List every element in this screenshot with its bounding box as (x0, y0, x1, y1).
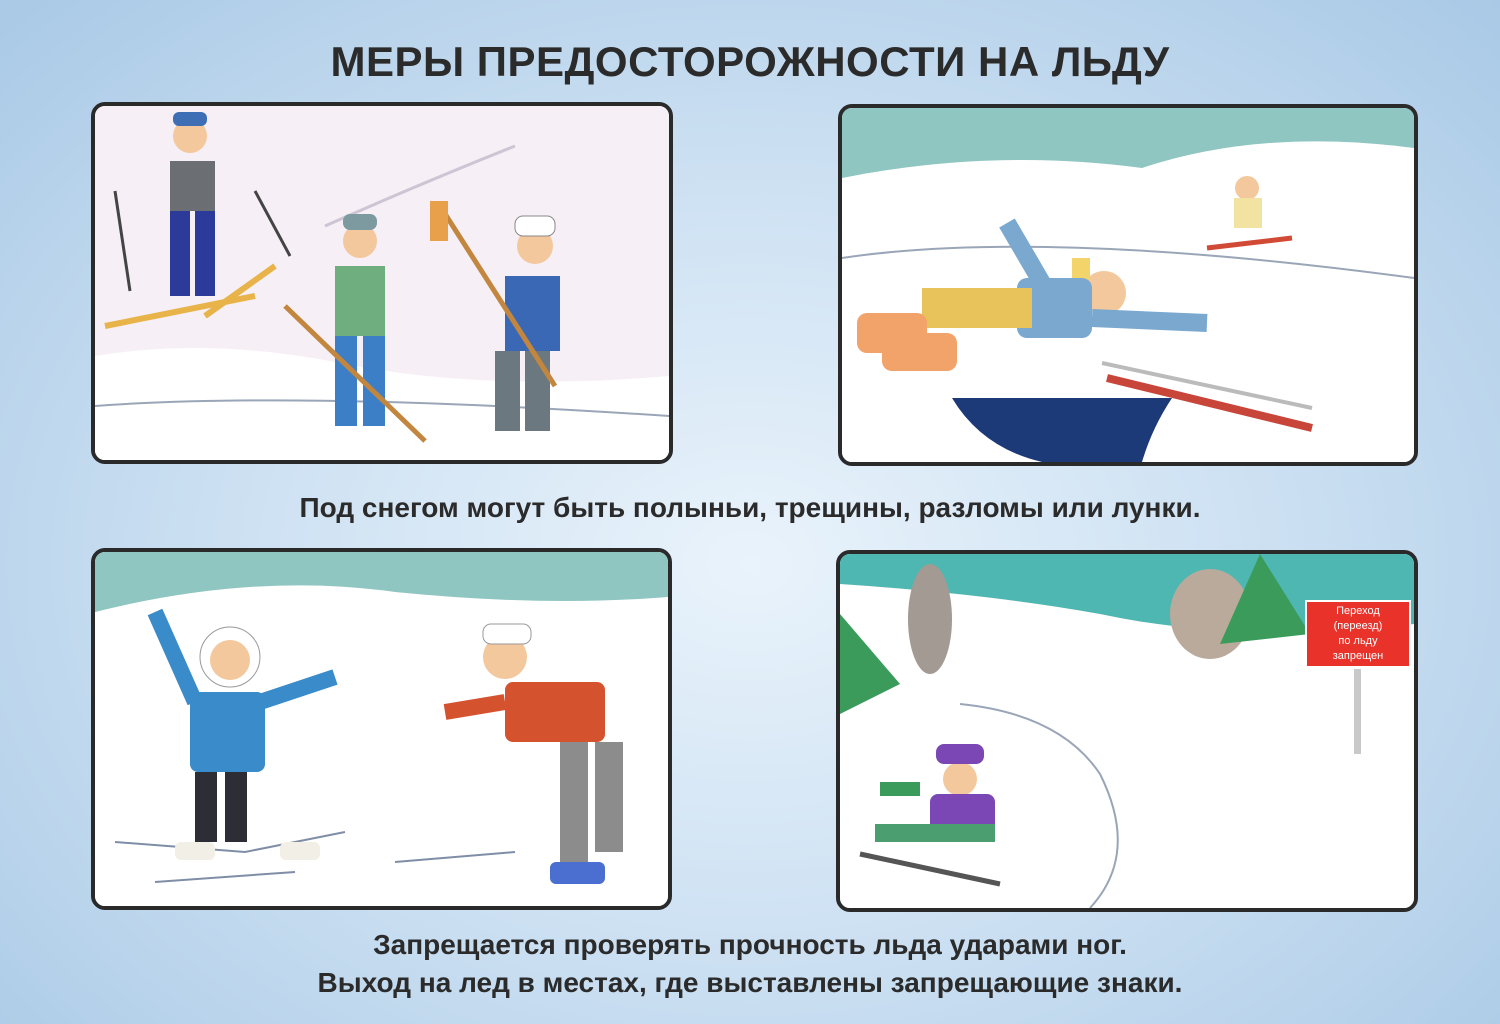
poster-title: МЕРЫ ПРЕДОСТОРОЖНОСТИ НА ЛЬДУ (330, 38, 1170, 85)
illustration-falling-through-ice (838, 104, 1418, 466)
sign-line-3: по льду (1338, 635, 1378, 647)
illustration-skater-on-cracked-ice (91, 548, 672, 910)
caption-hidden-holes: Под снегом могут быть полыньи, трещины, разломы или лунки. (299, 492, 1201, 523)
caption-prohibition-line-2: Выход на лед в местах, где выставлены запрещающие знаки. (317, 967, 1183, 998)
illustration-sledding-near-sign (836, 550, 1418, 912)
caption-prohibition-line-1: Запрещается проверять прочность льда ударами ног. (373, 929, 1127, 960)
illustration-skier-and-hockey-players (91, 102, 673, 464)
sign-line-4: запрещен (1332, 650, 1384, 662)
sign-line-2: (переезд) (1333, 620, 1383, 632)
no-crossing-sign (1305, 600, 1411, 668)
sign-line-1: Переход (1336, 605, 1380, 617)
caption-prohibitions (0, 926, 1500, 1002)
